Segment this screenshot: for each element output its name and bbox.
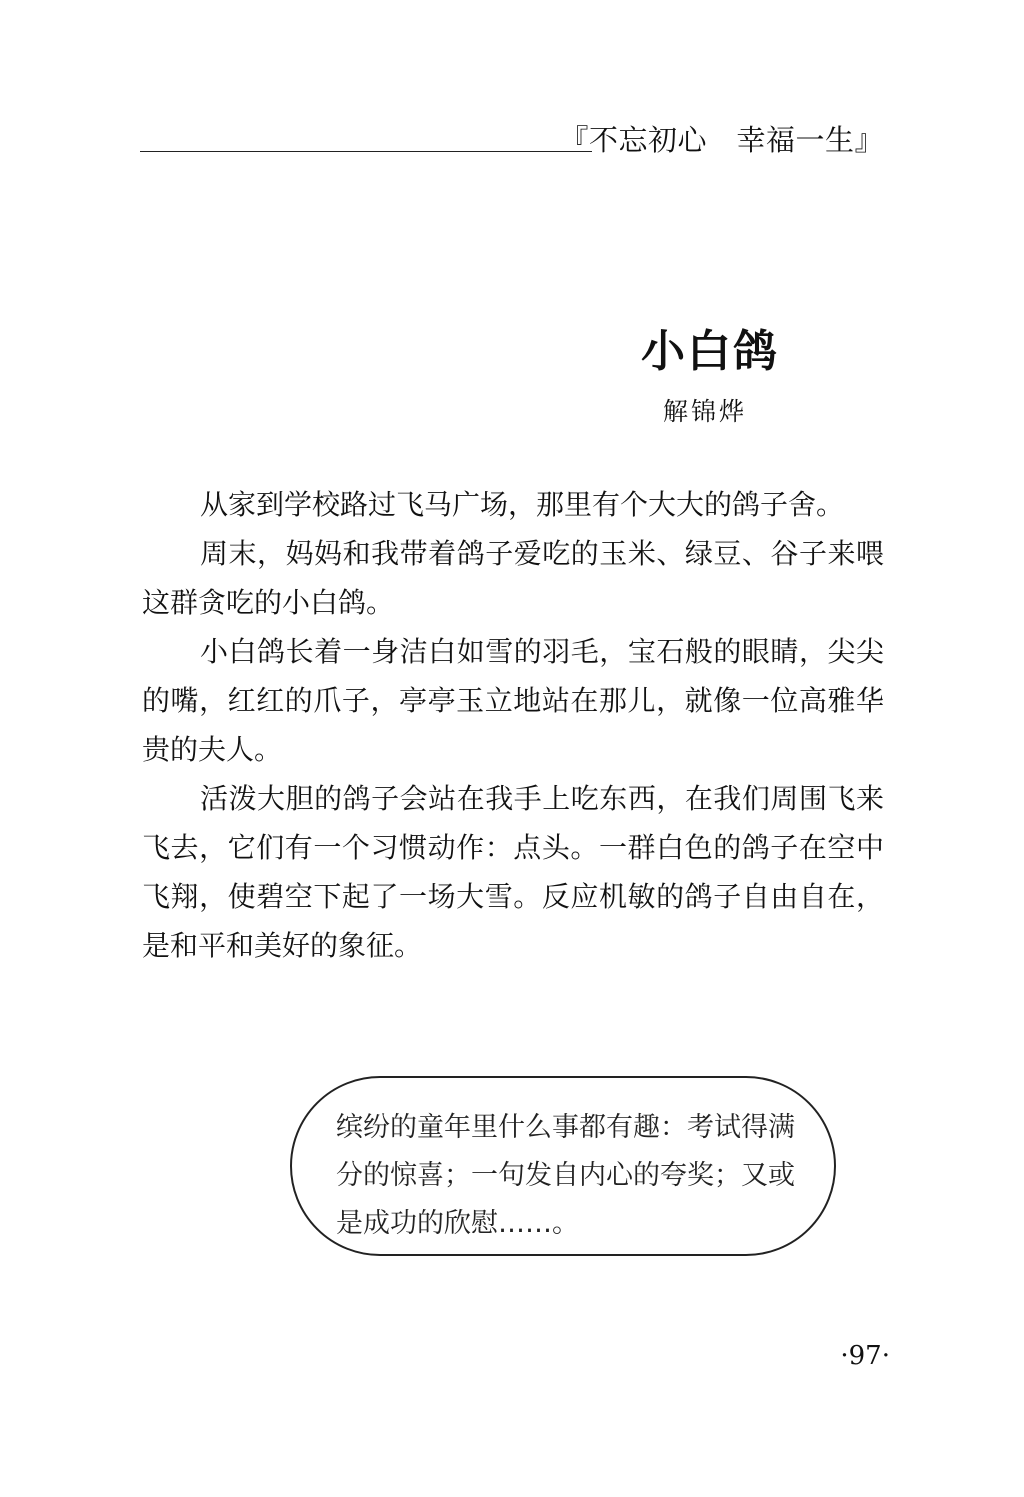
paragraph: 从家到学校路过飞马广场，那里有个大大的鸽子舍。 [200, 488, 845, 521]
header-rule [140, 151, 592, 152]
running-header [140, 120, 884, 160]
paragraph: 活泼大胆的鸽子会站在我手上吃东西，在我们周围飞来飞去，它们有一个习惯动作：点头。一群白色的鸽子在空中飞翔，使碧空下起了一场大雪。反应机敏的鸽子自由自在，是和平和美好的象征。 [142, 782, 884, 962]
note-bubble [290, 1076, 836, 1256]
page-number: ·97· [840, 1341, 890, 1371]
article-author: 解锦烨 [662, 397, 747, 426]
article-title: 小白鸽 [641, 326, 779, 377]
note-text: 缤纷的童年里什么事都有趣：考试得满分的惊喜；一句发自内心的夸奖；又或是成功的欣慰……。 [336, 1112, 795, 1239]
running-title: 『不忘初心 幸福一生』 [559, 123, 884, 157]
article-body [142, 480, 884, 970]
paragraph: 小白鸽长着一身洁白如雪的羽毛，宝石般的眼睛，尖尖的嘴，红红的爪子，亭亭玉立地站在那儿，就像一位高雅华贵的夫人。 [142, 635, 884, 766]
paragraph: 周末，妈妈和我带着鸽子爱吃的玉米、绿豆、谷子来喂这群贪吃的小白鸽。 [142, 537, 884, 619]
